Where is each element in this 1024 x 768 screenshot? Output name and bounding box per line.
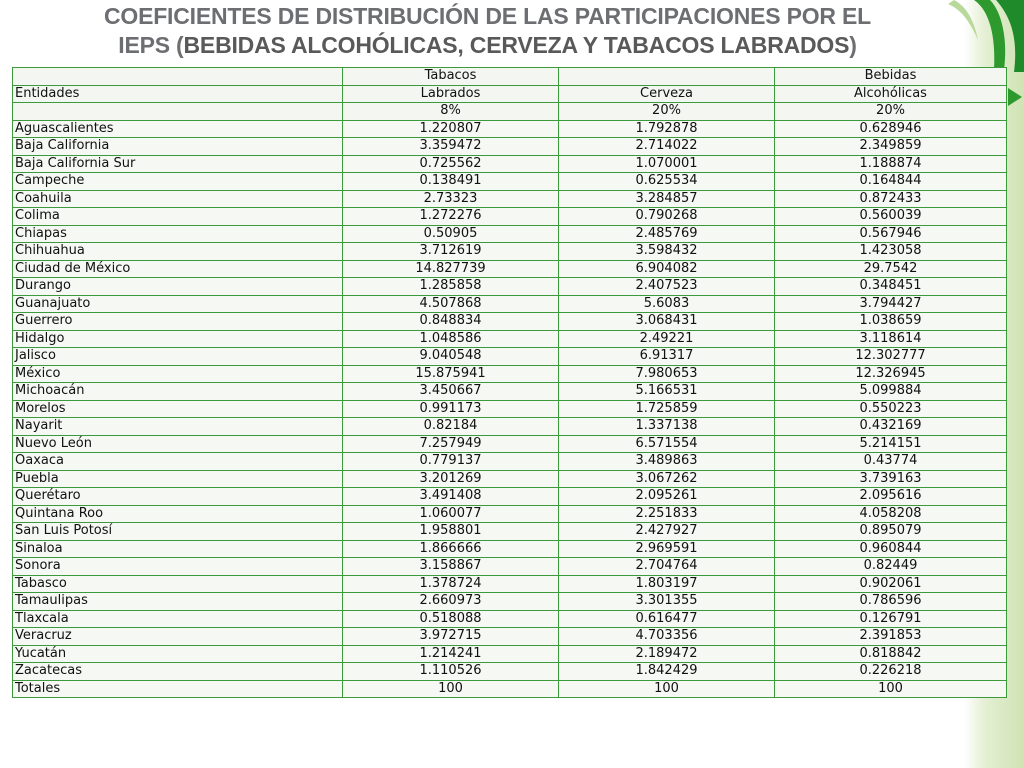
coefficient-cell: 3.450667 — [343, 383, 559, 401]
table-row — [13, 488, 1007, 506]
entity-name-cell: Yucatán — [13, 645, 343, 663]
coefficient-cell: 2.095616 — [775, 488, 1007, 506]
table-row — [13, 348, 1007, 366]
coefficient-cell: 1.038659 — [775, 313, 1007, 331]
entity-name-cell: Tamaulipas — [13, 593, 343, 611]
table-row — [13, 680, 1007, 698]
coefficient-cell: 0.50905 — [343, 225, 559, 243]
entity-name-cell: Quintana Roo — [13, 505, 343, 523]
table-row — [13, 418, 1007, 436]
title-line-1: COEFICIENTES DE DISTRIBUCIÓN DE LAS PARTICIPACIONES POR EL — [103, 3, 872, 29]
table-row — [13, 208, 1007, 226]
coefficient-cell: 1.070001 — [559, 155, 775, 173]
coefficient-cell: 0.902061 — [775, 575, 1007, 593]
coefficient-cell: 4.058208 — [775, 505, 1007, 523]
coefficient-cell: 1.060077 — [343, 505, 559, 523]
coefficient-cell: 2.189472 — [559, 645, 775, 663]
entity-name-cell: Morelos — [13, 400, 343, 418]
coefficient-cell: 0.138491 — [343, 173, 559, 191]
coefficient-cell: 1.725859 — [559, 400, 775, 418]
header-cell-percentage: 8% — [343, 103, 559, 121]
table-row — [13, 663, 1007, 681]
entity-name-cell: Aguascalientes — [13, 120, 343, 138]
coefficient-cell: 3.489863 — [559, 453, 775, 471]
coefficient-cell: 6.904082 — [559, 260, 775, 278]
table-row — [13, 260, 1007, 278]
table-row — [13, 628, 1007, 646]
coefficient-cell: 1.423058 — [775, 243, 1007, 261]
coefficient-cell: 14.827739 — [343, 260, 559, 278]
coefficient-cell: 0.550223 — [775, 400, 1007, 418]
coefficient-cell: 2.714022 — [559, 138, 775, 156]
coefficient-cell: 0.560039 — [775, 208, 1007, 226]
header-row-3 — [13, 103, 1007, 121]
header-cell — [13, 68, 343, 86]
table-row — [13, 505, 1007, 523]
coefficient-cell: 2.969591 — [559, 540, 775, 558]
coefficient-cell: 15.875941 — [343, 365, 559, 383]
coefficient-cell: 2.349859 — [775, 138, 1007, 156]
coefficient-cell: 100 — [559, 680, 775, 698]
title-suffix: ) — [849, 32, 857, 58]
coefficient-cell: 1.188874 — [775, 155, 1007, 173]
coefficient-cell: 3.972715 — [343, 628, 559, 646]
coefficient-cell: 0.625534 — [559, 173, 775, 191]
entity-name-cell: Veracruz — [13, 628, 343, 646]
entity-name-cell: Baja California Sur — [13, 155, 343, 173]
coefficient-cell: 1.337138 — [559, 418, 775, 436]
entity-name-cell: Guerrero — [13, 313, 343, 331]
entity-name-cell: Puebla — [13, 470, 343, 488]
coefficient-cell: 1.803197 — [559, 575, 775, 593]
coefficient-cell: 0.786596 — [775, 593, 1007, 611]
coefficient-cell: 3.284857 — [559, 190, 775, 208]
coefficient-cell: 12.326945 — [775, 365, 1007, 383]
coefficient-cell: 2.251833 — [559, 505, 775, 523]
entity-name-cell: Sonora — [13, 558, 343, 576]
header-cell: Tabacos — [343, 68, 559, 86]
table-row — [13, 435, 1007, 453]
coefficients-table-container — [12, 67, 1006, 698]
coefficient-cell: 12.302777 — [775, 348, 1007, 366]
coefficient-cell: 0.895079 — [775, 523, 1007, 541]
coefficient-cell: 9.040548 — [343, 348, 559, 366]
coefficient-cell: 3.067262 — [559, 470, 775, 488]
coefficient-cell: 0.848834 — [343, 313, 559, 331]
table-row — [13, 645, 1007, 663]
coefficient-cell: 0.872433 — [775, 190, 1007, 208]
header-cell-entidades: Entidades — [13, 85, 343, 103]
entity-name-cell: Zacatecas — [13, 663, 343, 681]
coefficient-cell: 0.818842 — [775, 645, 1007, 663]
coefficient-cell: 4.507868 — [343, 295, 559, 313]
coefficient-cell: 3.068431 — [559, 313, 775, 331]
table-row — [13, 120, 1007, 138]
coefficient-cell: 0.126791 — [775, 610, 1007, 628]
coefficient-cell: 3.118614 — [775, 330, 1007, 348]
coefficient-cell: 1.272276 — [343, 208, 559, 226]
coefficient-cell: 3.158867 — [343, 558, 559, 576]
coefficient-cell: 0.226218 — [775, 663, 1007, 681]
header-cell-percentage: 20% — [775, 103, 1007, 121]
entity-name-cell: Tabasco — [13, 575, 343, 593]
table-row — [13, 138, 1007, 156]
coefficient-cell: 0.616477 — [559, 610, 775, 628]
coefficient-cell: 0.164844 — [775, 173, 1007, 191]
entity-name-cell: Coahuila — [13, 190, 343, 208]
coefficient-cell: 0.348451 — [775, 278, 1007, 296]
coefficient-cell: 2.391853 — [775, 628, 1007, 646]
entity-name-cell: Nuevo León — [13, 435, 343, 453]
title-line-2 — [0, 31, 975, 60]
coefficient-cell: 5.214151 — [775, 435, 1007, 453]
coefficient-cell: 3.598432 — [559, 243, 775, 261]
coefficient-cell: 0.432169 — [775, 418, 1007, 436]
header-cell: Cerveza — [559, 85, 775, 103]
coefficient-cell: 1.866666 — [343, 540, 559, 558]
coefficient-cell: 2.407523 — [559, 278, 775, 296]
coefficient-cell: 3.201269 — [343, 470, 559, 488]
arrow-decoration-icon — [1008, 88, 1022, 106]
coefficient-cell: 5.099884 — [775, 383, 1007, 401]
table-row — [13, 523, 1007, 541]
entity-name-cell: San Luis Potosí — [13, 523, 343, 541]
coefficient-cell: 2.660973 — [343, 593, 559, 611]
coefficient-cell: 100 — [775, 680, 1007, 698]
entity-name-cell: Oaxaca — [13, 453, 343, 471]
coefficient-cell: 7.257949 — [343, 435, 559, 453]
coefficient-cell: 0.567946 — [775, 225, 1007, 243]
coefficient-cell: 0.628946 — [775, 120, 1007, 138]
entity-name-cell: Hidalgo — [13, 330, 343, 348]
coefficient-cell: 0.82184 — [343, 418, 559, 436]
table-row — [13, 383, 1007, 401]
table-row — [13, 540, 1007, 558]
table-row — [13, 243, 1007, 261]
entity-name-cell: Guanajuato — [13, 295, 343, 313]
coefficient-cell: 2.427927 — [559, 523, 775, 541]
coefficient-cell: 0.725562 — [343, 155, 559, 173]
coefficient-cell: 6.571554 — [559, 435, 775, 453]
page-title — [0, 2, 975, 60]
coefficient-cell: 1.842429 — [559, 663, 775, 681]
header-row-2 — [13, 85, 1007, 103]
coefficient-cell: 3.739163 — [775, 470, 1007, 488]
coefficient-cell: 100 — [343, 680, 559, 698]
coefficient-cell: 3.301355 — [559, 593, 775, 611]
coefficient-cell: 29.7542 — [775, 260, 1007, 278]
entity-name-cell: Chihuahua — [13, 243, 343, 261]
entity-name-cell: Totales — [13, 680, 343, 698]
table-row — [13, 575, 1007, 593]
table-row — [13, 330, 1007, 348]
table-row — [13, 558, 1007, 576]
header-cell: Bebidas — [775, 68, 1007, 86]
entity-name-cell: Michoacán — [13, 383, 343, 401]
coefficient-cell: 0.991173 — [343, 400, 559, 418]
table-row — [13, 610, 1007, 628]
title-highlight: BEBIDAS ALCOHÓLICAS, CERVEZA Y TABACOS LABRADOS — [183, 32, 850, 58]
entity-name-cell: México — [13, 365, 343, 383]
coefficient-cell: 3.712619 — [343, 243, 559, 261]
coefficient-cell: 0.779137 — [343, 453, 559, 471]
table-row — [13, 365, 1007, 383]
entity-name-cell: Durango — [13, 278, 343, 296]
entity-name-cell: Querétaro — [13, 488, 343, 506]
coefficient-cell: 1.792878 — [559, 120, 775, 138]
header-cell: Alcohólicas — [775, 85, 1007, 103]
table-row — [13, 278, 1007, 296]
table-row — [13, 400, 1007, 418]
coefficient-cell: 0.43774 — [775, 453, 1007, 471]
title-prefix: IEPS ( — [118, 32, 184, 58]
coefficient-cell: 5.166531 — [559, 383, 775, 401]
coefficient-cell: 1.110526 — [343, 663, 559, 681]
coefficient-cell: 0.790268 — [559, 208, 775, 226]
header-cell — [559, 68, 775, 86]
coefficient-cell: 1.220807 — [343, 120, 559, 138]
coefficient-cell: 1.048586 — [343, 330, 559, 348]
coefficient-cell: 6.91317 — [559, 348, 775, 366]
coefficient-cell: 3.794427 — [775, 295, 1007, 313]
header-cell — [13, 103, 343, 121]
entity-name-cell: Chiapas — [13, 225, 343, 243]
entity-name-cell: Tlaxcala — [13, 610, 343, 628]
header-row-1 — [13, 68, 1007, 86]
coefficient-cell: 2.73323 — [343, 190, 559, 208]
entity-name-cell: Nayarit — [13, 418, 343, 436]
coefficient-cell: 1.214241 — [343, 645, 559, 663]
coefficient-cell: 0.960844 — [775, 540, 1007, 558]
coefficient-cell: 3.359472 — [343, 138, 559, 156]
coefficient-cell: 4.703356 — [559, 628, 775, 646]
table-row — [13, 295, 1007, 313]
coefficient-cell: 7.980653 — [559, 365, 775, 383]
coefficient-cell: 1.378724 — [343, 575, 559, 593]
table-row — [13, 453, 1007, 471]
entity-name-cell: Colima — [13, 208, 343, 226]
coefficient-cell: 1.285858 — [343, 278, 559, 296]
coefficient-cell: 0.518088 — [343, 610, 559, 628]
table-row — [13, 173, 1007, 191]
coefficient-cell: 2.095261 — [559, 488, 775, 506]
entity-name-cell: Campeche — [13, 173, 343, 191]
coefficient-cell: 2.49221 — [559, 330, 775, 348]
entity-name-cell: Sinaloa — [13, 540, 343, 558]
header-cell-percentage: 20% — [559, 103, 775, 121]
table-row — [13, 313, 1007, 331]
table-row — [13, 155, 1007, 173]
coefficients-table — [12, 67, 1007, 698]
coefficient-cell: 0.82449 — [775, 558, 1007, 576]
coefficient-cell: 2.704764 — [559, 558, 775, 576]
coefficient-cell: 1.958801 — [343, 523, 559, 541]
coefficient-cell: 5.6083 — [559, 295, 775, 313]
table-row — [13, 225, 1007, 243]
entity-name-cell: Baja California — [13, 138, 343, 156]
coefficient-cell: 3.491408 — [343, 488, 559, 506]
header-cell: Labrados — [343, 85, 559, 103]
coefficient-cell: 2.485769 — [559, 225, 775, 243]
entity-name-cell: Jalisco — [13, 348, 343, 366]
table-row — [13, 593, 1007, 611]
entity-name-cell: Ciudad de México — [13, 260, 343, 278]
table-row — [13, 190, 1007, 208]
table-row — [13, 470, 1007, 488]
